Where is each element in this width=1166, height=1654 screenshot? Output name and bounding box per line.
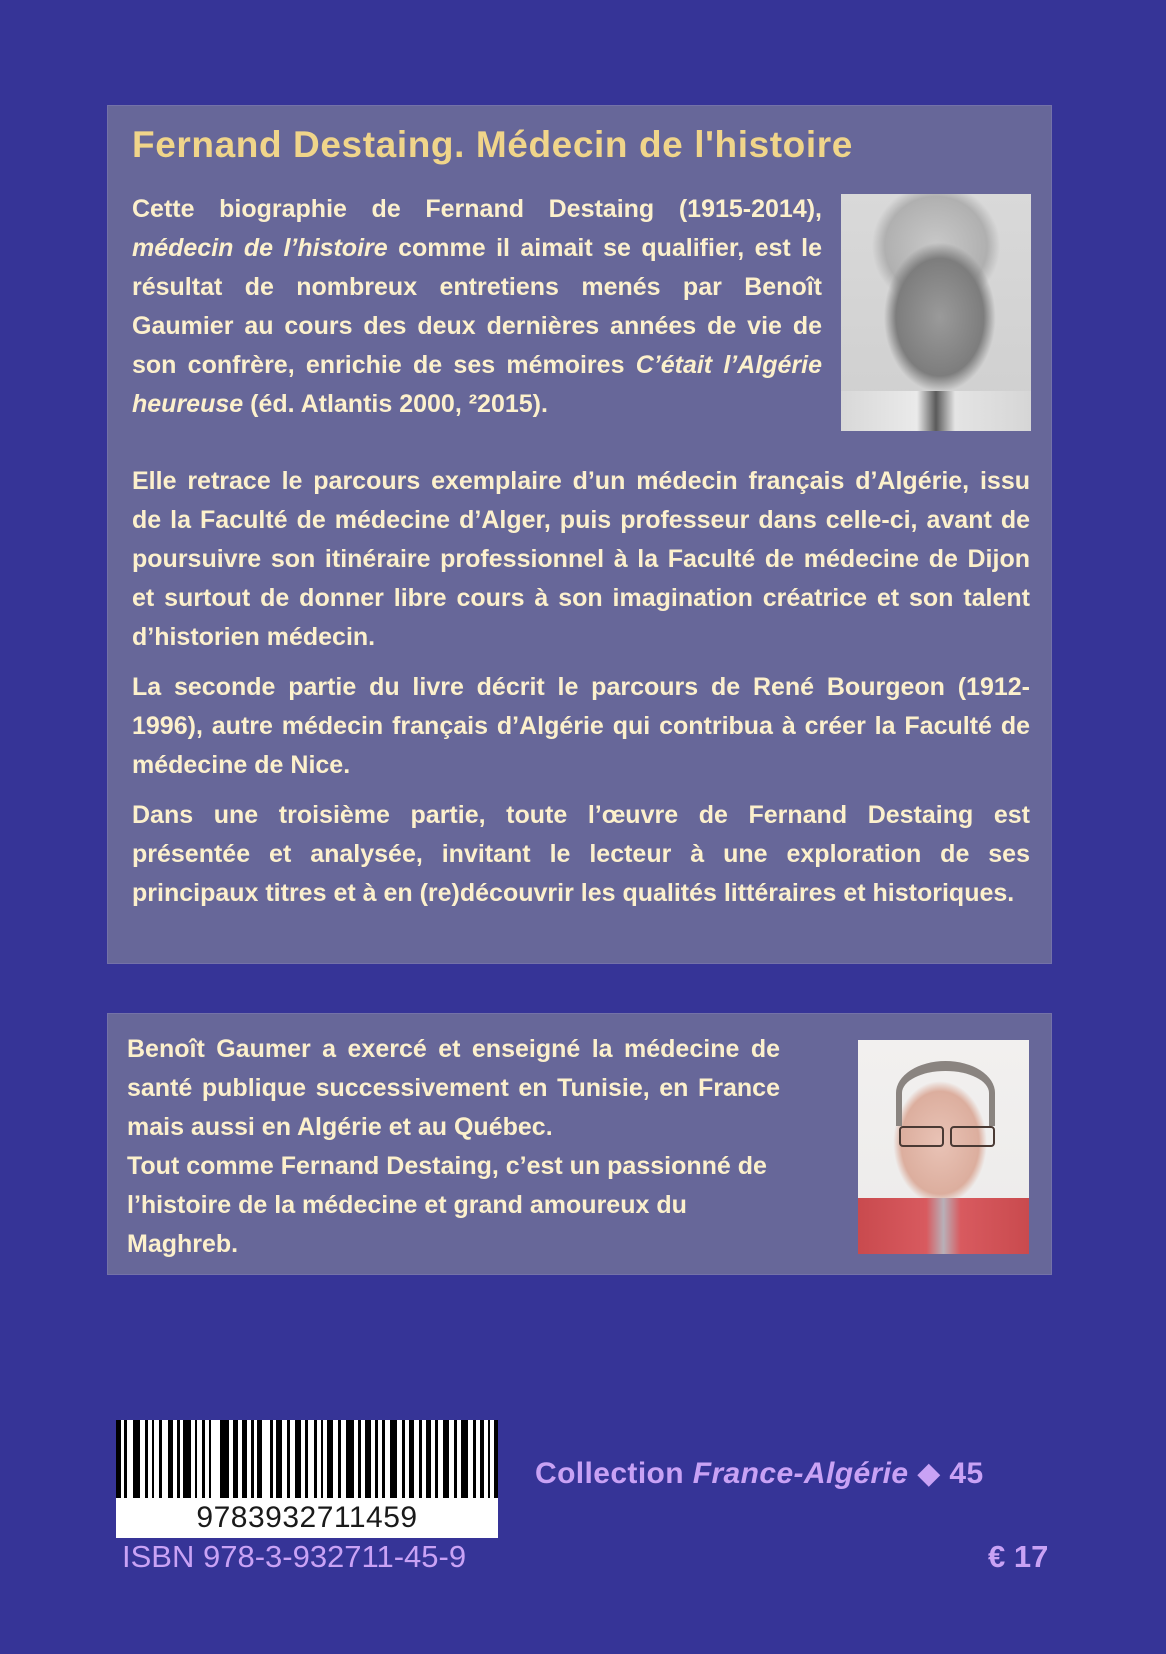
- author-bio-paragraph-2: Tout comme Fernand Destaing, c’est un passionné de l’histoire de la médecine et grand amoureux du Maghreb.: [127, 1152, 767, 1258]
- author-bio: [127, 1030, 780, 1264]
- synopsis-paragraph-3: La seconde partie du livre décrit le parcours de René Bourgeon (1912-1996), autre médecin français d’Algérie qui contribua à créer la Faculté de médecine de Nice.: [132, 673, 1030, 779]
- barcode-digits: 9783932711459: [196, 1501, 418, 1534]
- price: € 17: [988, 1539, 1049, 1574]
- author-photo: [858, 1040, 1029, 1254]
- synopsis-paragraph-2: Elle retrace le parcours exemplaire d’un médecin français d’Algérie, issu de la Faculté de médecine d’Alger, puis professeur dans celle-ci, avant de poursuivre son itinéraire professionnel à la Faculté de médecine de Dijon et surtout de donner libre cours à son imagination créatrice et son talent d’historien médecin.: [132, 467, 1030, 651]
- author-bio-paragraph-1: Benoît Gaumer a exercé et enseigné la médecine de santé publique successivement en Tunisie, en France mais aussi en Algérie et au Québec.: [127, 1035, 780, 1141]
- synopsis-paragraph-4: Dans une troisième partie, toute l’œuvre de Fernand Destaing est présentée et analysée, invitant le lecteur à une exploration de ses principaux titres et à en (re)découvrir les qualités littéraires et historiques.: [132, 801, 1030, 907]
- book-title: Fernand Destaing. Médecin de l'histoire: [132, 124, 853, 165]
- isbn-barcode: [116, 1420, 498, 1538]
- collection-number: 45: [949, 1457, 984, 1490]
- collection-name: France-Algérie: [692, 1457, 909, 1490]
- isbn-text: ISBN 978-3-932711-45-9: [122, 1539, 467, 1574]
- author-subject-photo: [841, 194, 1031, 431]
- author-bio-panel: [108, 1014, 1051, 1274]
- barcode-bars-icon: [116, 1420, 498, 1498]
- synopsis-intro: Cette biographie de Fernand Destaing (1915-2014), médecin de l’histoire comme il aimait se qualifier, est le résultat de nombreux entretiens menés par Benoît Gaumier au cours des deux dernières années de vie de son confrère, enrichie de ses mémoires C’était l’Algérie heureuse (éd. Atlantis 2000, ²2015).: [132, 195, 823, 418]
- synopsis-panel: [108, 106, 1051, 963]
- collection-label: Collection France-Algérie ◆ 45: [535, 1457, 984, 1490]
- diamond-icon: ◆: [917, 1457, 941, 1490]
- synopsis-body: [132, 462, 1030, 913]
